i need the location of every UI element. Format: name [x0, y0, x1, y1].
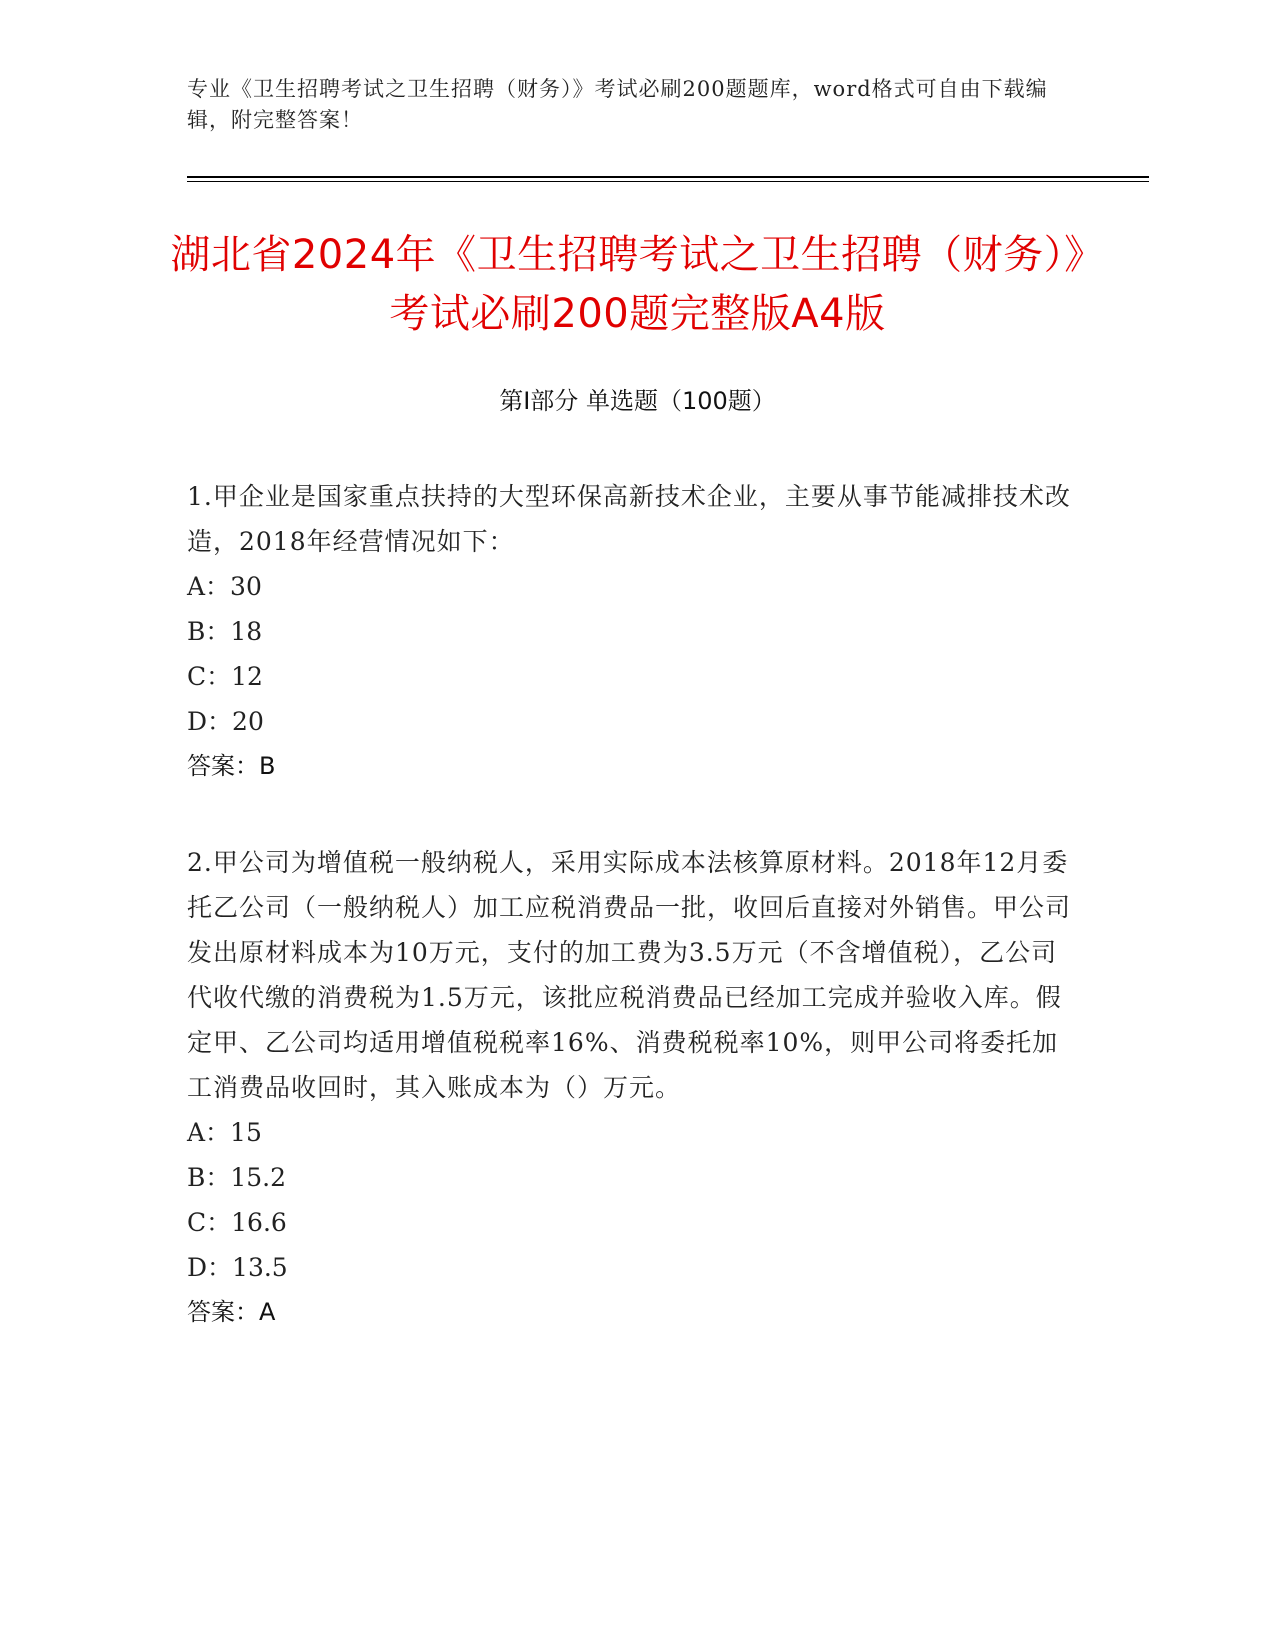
header-divider-thick: [187, 176, 1149, 178]
question-text: 1.甲企业是国家重点扶持的大型环保高新技术企业，主要从事节能减排技术改造，2018年经营情况如下：: [187, 482, 1071, 556]
option-c: C：12: [187, 662, 263, 691]
option-a: A：15: [187, 1118, 262, 1147]
option-d: D：13.5: [187, 1253, 288, 1282]
option-d: D：20: [187, 707, 264, 736]
section-title: 第I部分 单选题（100题）: [499, 387, 776, 415]
question-item: [187, 474, 1082, 789]
answer-text: 答案：B: [187, 752, 276, 780]
answer-text: 答案：A: [187, 1298, 276, 1326]
document-title: 湖北省2024年《卫生招聘考试之卫生招聘（财务）》考试必刷200题完整版A4版: [170, 232, 1105, 337]
option-b: B：15.2: [187, 1163, 287, 1192]
option-b: B：18: [187, 617, 263, 646]
header-divider-thin: [187, 181, 1149, 182]
option-list: [187, 1110, 1082, 1290]
header-note: 专业《卫生招聘考试之卫生招聘（财务）》考试必刷200题题库，word格式可自由下载编辑，附完整答案！: [187, 77, 1048, 132]
option-a: A：30: [187, 572, 262, 601]
option-list: [187, 564, 1082, 744]
option-c: C：16.6: [187, 1208, 287, 1237]
question-item: [187, 840, 1082, 1335]
question-text: 2.甲公司为增值税一般纳税人，采用实际成本法核算原材料。2018年12月委托乙公司（一般纳税人）加工应税消费品一批，收回后直接对外销售。甲公司发出原材料成本为10万元，支付的加工费为3.5万元（不含增值税），乙公司代收代缴的消费税为1.5万元，该批应税消费品已经加工完成并验收入库。假定甲、乙公司均适用增值税税率16%、消费税税率10%，则甲公司将委托加工消费品收回时，其入账成本为（）万元。: [187, 848, 1072, 1102]
